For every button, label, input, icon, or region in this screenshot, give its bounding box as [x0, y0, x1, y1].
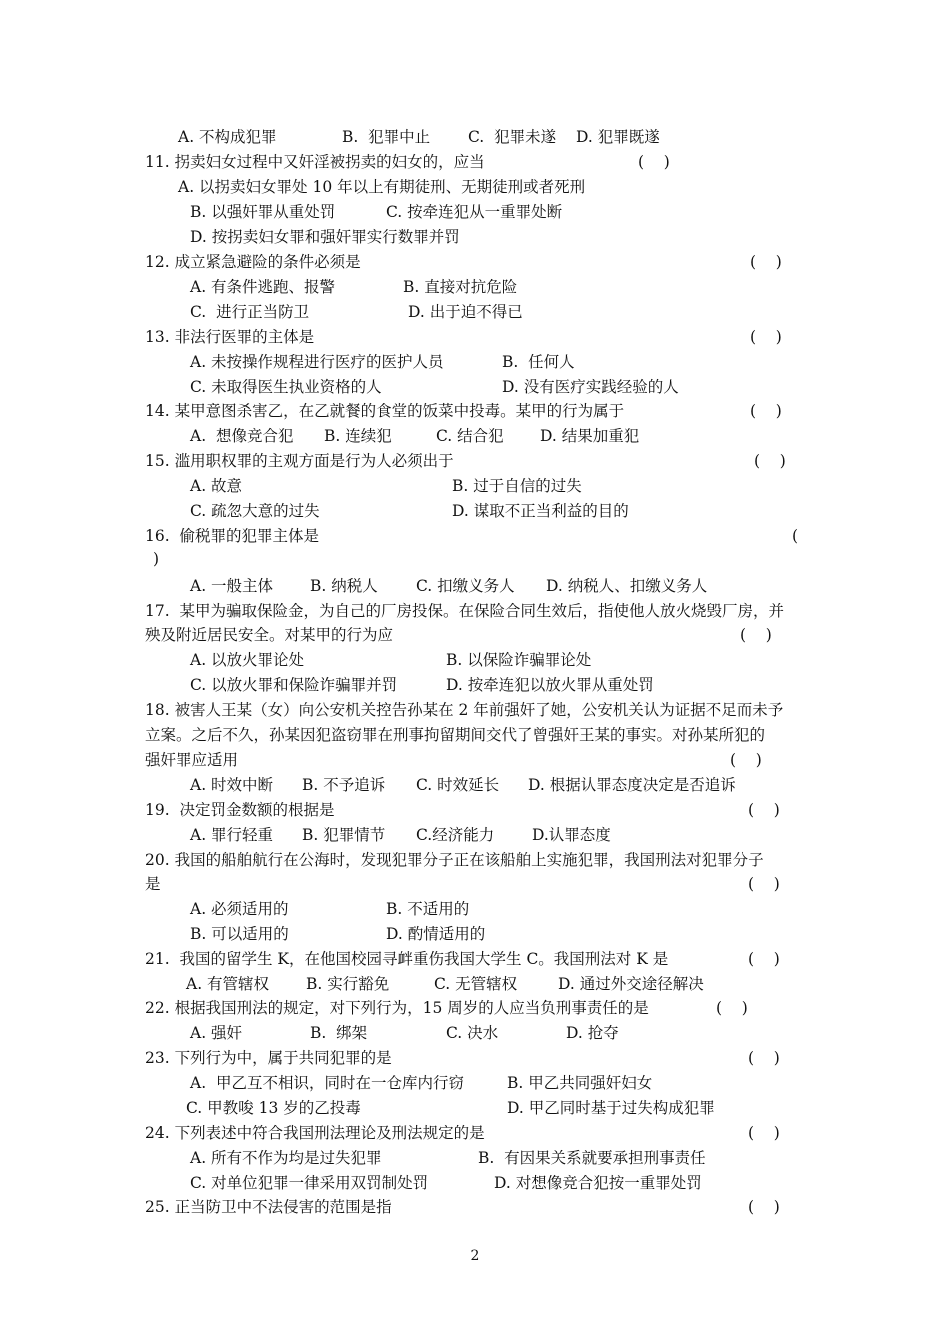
q21-option-d: D. 通过外交途径解决 [558, 975, 704, 993]
q23-question: 23. 下列行为中，属于共同犯罪的是 [145, 1049, 392, 1067]
q25-answer-bracket: ( ) [748, 1198, 780, 1216]
q18-option-b: B. 不予追诉 [302, 776, 386, 794]
q22-answer-bracket: ( ) [716, 999, 748, 1017]
q20-option-d: D. 酌情适用的 [386, 925, 486, 943]
q21-answer-bracket: ( ) [748, 950, 780, 968]
q22-question: 22. 根据我国刑法的规定，对下列行为，15 周岁的人应当负刑事责任的是 [145, 999, 649, 1017]
q18-option-d: D. 根据认罪态度决定是否追诉 [528, 776, 736, 794]
q12-option-c: C. 进行正当防卫 [190, 303, 310, 321]
q12-option-d: D. 出于迫不得已 [408, 303, 523, 321]
q22-option-c: C. 决水 [446, 1024, 499, 1042]
q24-option-b: B. 有因果关系就要承担刑事责任 [478, 1149, 706, 1167]
q23-answer-bracket: ( ) [748, 1049, 780, 1067]
q20-option-a: A. 必须适用的 [190, 900, 289, 918]
q14-option-d: D. 结果加重犯 [540, 427, 640, 445]
q18-option-c: C. 时效延长 [416, 776, 500, 794]
q21-option-c: C. 无管辖权 [434, 975, 518, 993]
q19-option-c: C.经济能力 [416, 826, 495, 844]
q21-option-a: A. 有管辖权 [186, 975, 270, 993]
q12-answer-bracket: ( ) [750, 253, 782, 271]
q19-option-d: D.认罪态度 [532, 826, 611, 844]
q16-option-a: A. 一般主体 [190, 577, 274, 595]
q11-option-c: C. 按牵连犯从一重罪处断 [386, 203, 563, 221]
q16-bracket-open: ( [792, 527, 799, 545]
q15-option-b: B. 过于自信的过失 [452, 477, 582, 495]
q11-option-a: A. 以拐卖妇女罪处 10 年以上有期徒刑、无期徒刑或者死刑 [178, 178, 586, 196]
q17-option-b: B. 以保险诈骗罪论处 [446, 651, 592, 669]
q17-option-c: C. 以放火罪和保险诈骗罪并罚 [190, 676, 398, 694]
q15-option-c: C. 疏忽大意的过失 [190, 502, 320, 520]
q11-option-d: D. 按拐卖妇女罪和强奸罪实行数罪并罚 [190, 228, 460, 246]
q16-option-b: B. 纳税人 [310, 577, 378, 595]
q19-option-b: B. 犯罪情节 [302, 826, 386, 844]
q24-option-a: A. 所有不作为均是过失犯罪 [190, 1149, 382, 1167]
q12-option-a: A. 有条件逃跑、报警 [190, 278, 336, 296]
q10-option-a: A. 不构成犯罪 [178, 128, 277, 146]
q16-option-d: D. 纳税人、扣缴义务人 [546, 577, 708, 595]
q21-option-b: B. 实行豁免 [306, 975, 390, 993]
q10-option-b: B. 犯罪中止 [342, 128, 431, 146]
q13-option-c: C. 未取得医生执业资格的人 [190, 378, 382, 396]
q22-option-a: A. 强奸 [190, 1024, 243, 1042]
q18-question-line2: 立案。之后不久，孙某因犯盗窃罪在刑事拘留期间交代了曾强奸王某的事实。对孙某所犯的 [145, 726, 766, 744]
q10-option-d: D. 犯罪既遂 [576, 128, 660, 146]
q24-question: 24. 下列表述中符合我国刑法理论及刑法规定的是 [145, 1124, 485, 1142]
q17-option-d: D. 按牵连犯以放火罪从重处罚 [446, 676, 654, 694]
q16-question: 16. 偷税罪的犯罪主体是 [145, 527, 320, 545]
q14-question: 14. 某甲意图杀害乙，在乙就餐的食堂的饭菜中投毒。某甲的行为属于 [145, 402, 625, 420]
q20-question-line1: 20. 我国的船舶航行在公海时，发现犯罪分子正在该船舶上实施犯罪，我国刑法对犯罪分子 [145, 851, 764, 869]
q24-option-d: D. 对想像竞合犯按一重罪处罚 [494, 1174, 702, 1192]
q18-option-a: A. 时效中断 [190, 776, 274, 794]
q13-option-b: B. 任何人 [502, 353, 575, 371]
q17-answer-bracket: ( ) [740, 626, 772, 644]
q21-question: 21. 我国的留学生 K，在他国校园寻衅重伤我国大学生 C。我国刑法对 K 是 [145, 950, 669, 968]
q17-question-line1: 17. 某甲为骗取保险金，为自己的厂房投保。在保险合同生效后，指使他人放火烧毁厂房，并 [145, 602, 785, 620]
q20-option-c: B. 可以适用的 [190, 925, 289, 943]
q18-question-line1: 18. 被害人王某（女）向公安机关控告孙某在 2 年前强奸了她，公安机关认为证据不足而未予 [145, 701, 784, 719]
page-number: 2 [470, 1248, 480, 1264]
q16-bracket-close: ) [153, 550, 160, 568]
q17-question-line2: 殃及附近居民安全。对某甲的行为应 [145, 626, 394, 644]
q22-option-d: D. 抢夺 [566, 1024, 619, 1042]
q23-option-b: B. 甲乙共同强奸妇女 [507, 1074, 653, 1092]
q14-option-c: C. 结合犯 [436, 427, 504, 445]
q18-answer-bracket: ( ) [730, 751, 762, 769]
q20-option-b: B. 不适用的 [386, 900, 470, 918]
q14-option-b: B. 连续犯 [324, 427, 392, 445]
q11-option-b: B. 以强奸罪从重处罚 [190, 203, 336, 221]
q19-answer-bracket: ( ) [748, 801, 780, 819]
q14-answer-bracket: ( ) [750, 402, 782, 420]
q14-option-a: A. 想像竞合犯 [190, 427, 294, 445]
q15-question: 15. 滥用职权罪的主观方面是行为人必须出于 [145, 452, 454, 470]
q15-answer-bracket: ( ) [754, 452, 786, 470]
q11-answer-bracket: ( ) [638, 153, 670, 171]
q16-option-c: C. 扣缴义务人 [416, 577, 515, 595]
q10-option-c: C. 犯罪未遂 [468, 128, 557, 146]
q25-question: 25. 正当防卫中不法侵害的范围是指 [145, 1198, 392, 1216]
q22-option-b: B. 绑架 [310, 1024, 368, 1042]
q23-option-c: C. 甲教唆 13 岁的乙投毒 [186, 1099, 361, 1117]
q17-option-a: A. 以放火罪论处 [190, 651, 305, 669]
q13-question: 13. 非法行医罪的主体是 [145, 328, 315, 346]
q19-option-a: A. 罪行轻重 [190, 826, 274, 844]
q15-option-d: D. 谋取不正当利益的目的 [452, 502, 629, 520]
q18-question-line3: 强奸罪应适用 [145, 751, 239, 769]
q20-answer-bracket: ( ) [748, 875, 780, 893]
q12-question: 12. 成立紧急避险的条件必须是 [145, 253, 361, 271]
q24-option-c: C. 对单位犯罪一律采用双罚制处罚 [190, 1174, 429, 1192]
q23-option-d: D. 甲乙同时基于过失构成犯罪 [507, 1099, 715, 1117]
q13-answer-bracket: ( ) [750, 328, 782, 346]
q23-option-a: A. 甲乙互不相识，同时在一仓库内行窃 [190, 1074, 464, 1092]
q13-option-d: D. 没有医疗实践经验的人 [502, 378, 679, 396]
q12-option-b: B. 直接对抗危险 [403, 278, 518, 296]
q13-option-a: A. 未按操作规程进行医疗的医护人员 [190, 353, 444, 371]
q24-answer-bracket: ( ) [748, 1124, 780, 1142]
q15-option-a: A. 故意 [190, 477, 243, 495]
q11-question: 11. 拐卖妇女过程中又奸淫被拐卖的妇女的，应当 [145, 153, 485, 171]
q19-question: 19. 决定罚金数额的根据是 [145, 801, 335, 819]
q20-question-line2: 是 [145, 875, 161, 893]
